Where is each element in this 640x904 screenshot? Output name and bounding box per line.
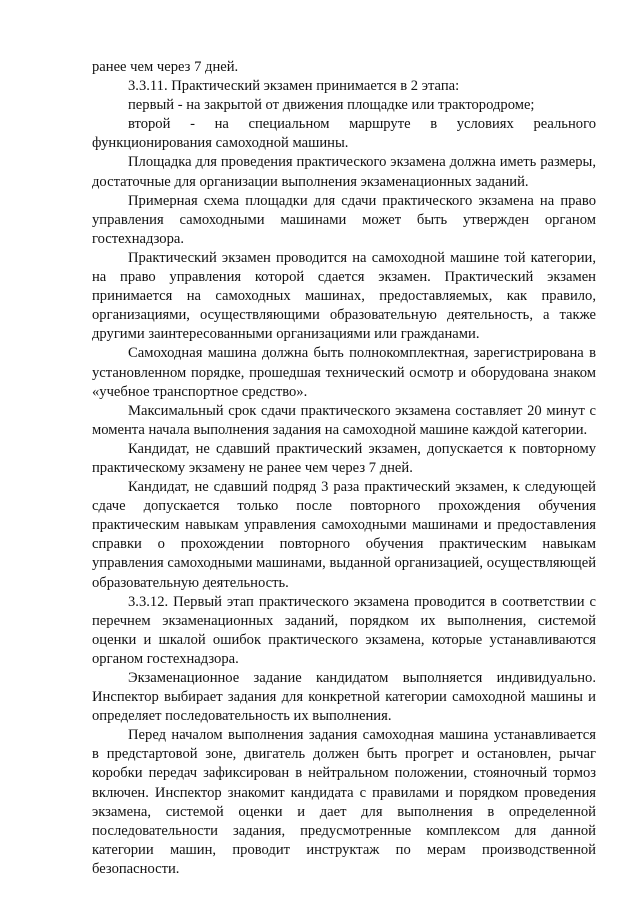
paragraph-3-3-11: 3.3.11. Практический экзамен принимается в 2 этапа: [128, 78, 460, 95]
paragraph-stage-one: первый - на закрытой от движения площадке или трактородроме; [128, 97, 535, 114]
paragraph-machine-requirements: Самоходная машина должна быть полнокомплектная, зарегистрирована в установленном порядке, прошедшая технический осмотр и оборудована знаком «учебное транспортное средство». [92, 345, 596, 400]
paragraph-site-scheme: Примерная схема площадки для сдачи практического экзамена на право управления самоходными машинами может быть утвержден органом гостехнадзора. [92, 192, 596, 247]
paragraph-three-fails: Кандидат, не сдавший подряд 3 раза практический экзамен, к следующей сдаче допускается только после повторного прохождения обучения практическим навыкам управления самоходными машинами и предоставления справки о прохождении повторного обучения практическим навыкам управления самоходными машинами, выданной организацией, осуществляющей образовательную деятельность. [92, 479, 596, 591]
paragraph-exam-machine: Практический экзамен проводится на самоходной машине той категории, на право управления которой сдается экзамен. Практический экзамен принимается на самоходных машинах, предоставляемых, как правило, организациями, осуществляющими образовательную деятельность, а также другими заинтересованными организациями или гражданами. [92, 249, 596, 343]
document-page [92, 58, 596, 879]
paragraph-max-duration: Максимальный срок сдачи практического экзамена составляет 20 минут с момента начала выполнения задания на самоходной машине каждой категории. [92, 402, 596, 438]
paragraph-stage-two: второй - на специальном маршруте в условиях реального функционирования самоходной машины. [92, 116, 596, 152]
paragraph-retake: Кандидат, не сдавший практический экзамен, допускается к повторному практическому экзамену не ранее чем через 7 дней. [92, 440, 596, 476]
paragraph-before-start: Перед началом выполнения задания самоходная машина устанавливается в предстартовой зоне, двигатель должен быть прогрет и остановлен, рычаг коробки передач зафиксирован в нейтральном положении, стояночный тормоз включен. Инспектор знакомит кандидата с правилами и порядком проведения экзамена, системой оценки и дает для выполнения в определенной последовательности задания, предусмотренные комплексом для данной категории машин, проводит инструктаж по мерам производственной безопасности. [92, 727, 596, 877]
paragraph-site-size: Площадка для проведения практического экзамена должна иметь размеры, достаточные для организации выполнения экзаменационных заданий. [92, 154, 596, 190]
paragraph-individual-task: Экзаменационное задание кандидатом выполняется индивидуально. Инспектор выбирает задания для конкретной категории самоходной машины и определяет последовательность их выполнения. [92, 670, 596, 725]
paragraph-3-3-12: 3.3.12. Первый этап практического экзамена проводится в соответствии с перечнем экзаменационных заданий, порядком их выполнения, системой оценки и шкалой ошибок практического экзамена, которые устанавливаются органом гостехнадзора. [92, 593, 596, 667]
paragraph-continuation: ранее чем через 7 дней. [92, 59, 239, 75]
